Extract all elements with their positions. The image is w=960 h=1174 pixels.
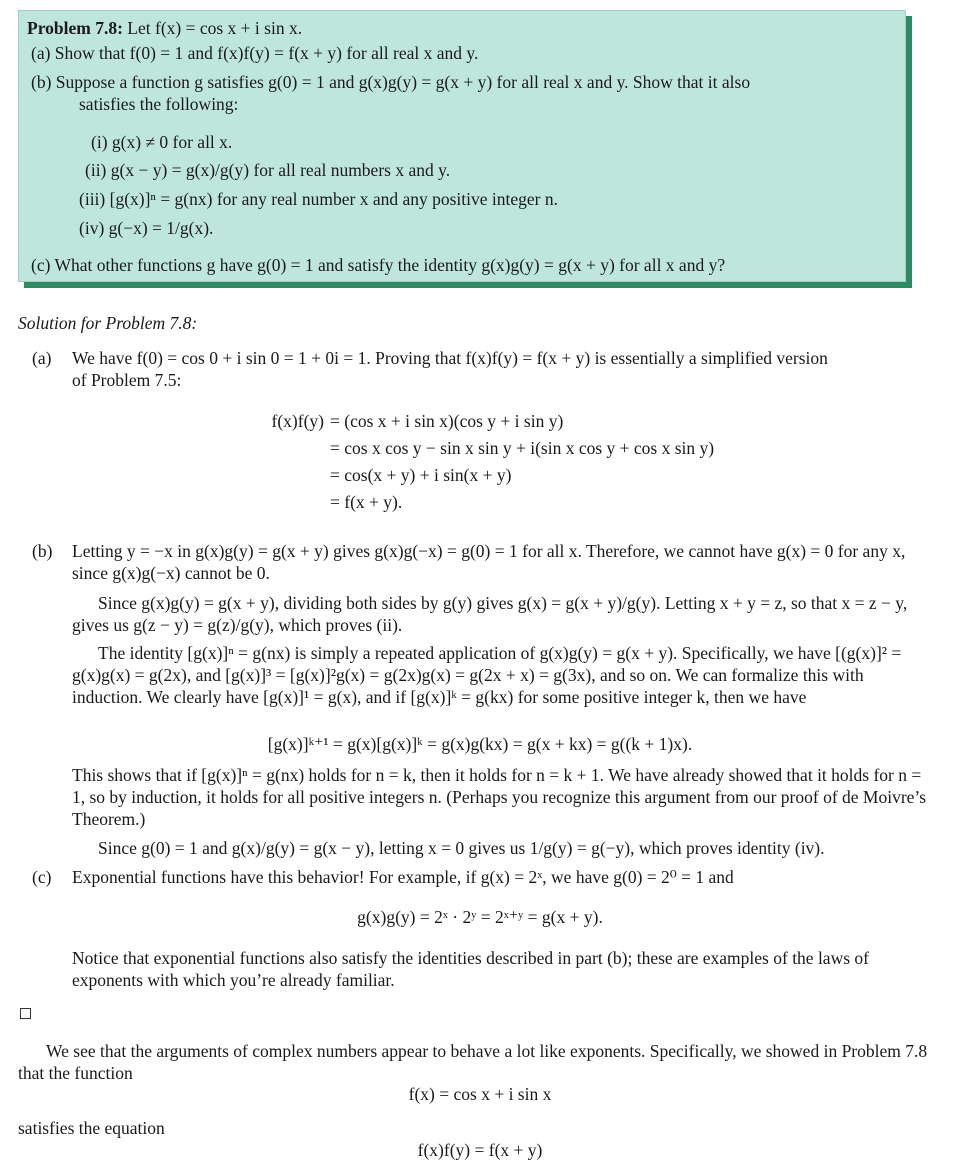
align-row: = (cos x + i sin x)(cos y + i sin y)	[330, 411, 564, 431]
problem-item-iv: (iv) g(−x) = 1/g(x).	[79, 218, 214, 238]
problem-part-c: (c) What other functions g have g(0) = 1 and satisfy the identity g(x)g(y) = g(x + y) for all x and y?	[31, 255, 726, 275]
problem-item-iii: (iii) [g(x)]ⁿ = g(nx) for any real number x and any positive integer n.	[79, 189, 558, 209]
problem-part-b-line1: (b) Suppose a function g satisfies g(0) = 1 and g(x)g(y) = g(x + y) for all real x and y. Show that it also	[31, 72, 751, 92]
tail-paragraph-2: satisfies the equation	[18, 1118, 165, 1138]
solution-a-line2: of Problem 7.5:	[72, 370, 182, 390]
solution-a-line1: We have f(0) = cos 0 + i sin 0 = 1 + 0i = 1. Proving that f(x)f(y) = f(x + y) is essentially a simplified version	[72, 348, 828, 368]
solution-c-paragraph: Notice that exponential functions also satisfy the identities described in part (b); these are examples of the laws of exponents with which you’re already familiar.	[72, 948, 869, 990]
tail-equation-2: f(x)f(y) = f(x + y)	[417, 1140, 543, 1160]
problem-label: Problem 7.8:	[27, 18, 123, 38]
align-row: = cos(x + y) + i sin(x + y)	[330, 465, 512, 485]
problem-item-ii: (ii) g(x − y) = g(x)/g(y) for all real numbers x and y.	[85, 160, 451, 180]
align-lhs: f(x)f(y)	[271, 411, 324, 431]
solution-b-paragraph-3: The identity [g(x)]ⁿ = g(nx) is simply a repeated application of g(x)g(y) = g(x + y). Specifically, we have [(g(x)]² = g(x)g(x) = g(2x), and [g(x)]³ = [g(x)]²g(x) = g(2x)g(x) = g(2x + x) = g(3x), and so on. We can formalize this with induction. We clearly have [g(x)]¹ = g(x), and if [g(x)]ᵏ = g(kx) for some positive integer k, then we have	[72, 643, 902, 707]
align-row: = f(x + y).	[330, 492, 403, 512]
solution-c-label: (c)	[32, 867, 52, 887]
problem-header	[27, 17, 302, 39]
solution-c-line: Exponential functions have this behavior! For example, if g(x) = 2ˣ, we have g(0) = 2⁰ = 1 and	[72, 867, 734, 887]
problem-statement: Let f(x) = cos x + i sin x.	[122, 18, 303, 38]
problem-item-i: (i) g(x) ≠ 0 for all x.	[91, 132, 233, 152]
align-row: = cos x cos y − sin x sin y + i(sin x cos y + cos x sin y)	[330, 438, 715, 458]
problem-part-a: (a) Show that f(0) = 1 and f(x)f(y) = f(x + y) for all real x and y.	[31, 43, 479, 63]
solution-a-label: (a)	[32, 348, 52, 368]
problem-part-b-line2: satisfies the following:	[79, 94, 239, 114]
solution-b-label: (b)	[32, 541, 53, 561]
solution-c-equation: g(x)g(y) = 2ˣ · 2ʸ = 2ˣ⁺ʸ = g(x + y).	[357, 907, 603, 927]
solution-b-paragraph-1: Letting y = −x in g(x)g(y) = g(x + y) gives g(x)g(−x) = g(0) = 1 for all x. Therefore, we cannot have g(x) = 0 for any x, since g(x)g(−x) cannot be 0.	[72, 541, 906, 583]
tail-equation-1: f(x) = cos x + i sin x	[408, 1084, 552, 1104]
solution-b-paragraph-4: This shows that if [g(x)]ⁿ = g(nx) holds for n = k, then it holds for n = k + 1. We have already showed that it holds for n = 1, so by induction, it holds for all positive integers n. (Perhaps you recognize this argument from our proof of de Moivre’s Theorem.)	[72, 765, 927, 829]
solution-heading: Solution for Problem 7.8:	[18, 313, 198, 333]
solution-b-paragraph-2: Since g(x)g(y) = g(x + y), dividing both sides by g(y) gives g(x) = g(x + y)/g(y). Letting x + y = z, so that x = z − y, gives us g(z − y) = g(z)/g(y), which proves (ii).	[72, 593, 908, 635]
solution-b-induction-equation: [g(x)]ᵏ⁺¹ = g(x)[g(x)]ᵏ = g(x)g(kx) = g(x + kx) = g((k + 1)x).	[267, 734, 693, 754]
tail-paragraph-1: We see that the arguments of complex numbers appear to behave a lot like exponents. Specifically, we showed in Problem 7.8 that the function	[18, 1041, 928, 1083]
qed-box	[20, 1008, 31, 1019]
problem-box	[18, 10, 906, 282]
solution-b-paragraph-5: Since g(0) = 1 and g(x)/g(y) = g(x − y), letting x = 0 gives us 1/g(y) = g(−y), which proves identity (iv).	[98, 838, 825, 858]
